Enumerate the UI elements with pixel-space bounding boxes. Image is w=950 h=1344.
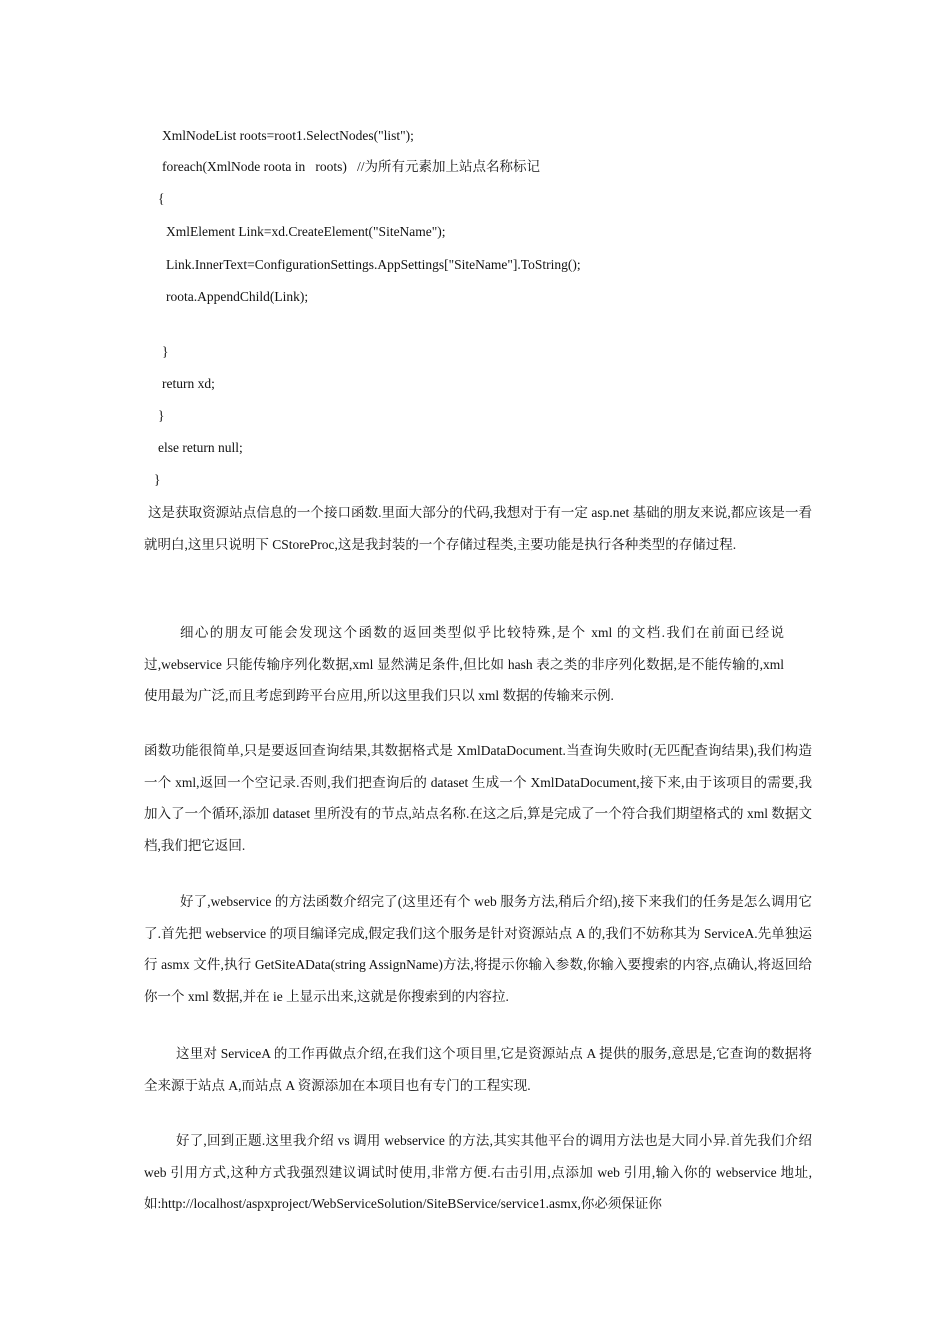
code-line: foreach(XmlNode roota in roots) //为所有元素加上站点名称标记 xyxy=(162,159,540,174)
code-line: else return null; xyxy=(158,440,243,455)
code-line: XmlElement Link=xd.CreateElement("SiteName"); xyxy=(166,224,446,239)
code-line: Link.InnerText=ConfigurationSettings.AppSettings["SiteName"].ToString(); xyxy=(166,257,581,272)
body-paragraph: 好了,webservice 的方法函数介绍完了(这里还有个 web 服务方法,稍后介绍),接下来我们的任务是怎么调用它了.首先把 webservice 的项目编译完成,假定我们这个服务是针对资源站点 A 的,我们不妨称其为 ServiceA.先单独运行 asmx 文件,执行 GetSiteAData(string AssignName)方法,将提示你输入参数,你输入要搜索的内容,点确认,将返回给你一个 xml 数据,并在 ie 上显示出来,这就是你搜索到的内容拉. xyxy=(144,894,812,1004)
code-line: { xyxy=(158,191,165,206)
body-paragraph: 这里对 ServiceA 的工作再做点介绍,在我们这个项目里,它是资源站点 A 提供的服务,意思是,它查询的数据将全来源于站点 A,而站点 A 资源添加在本项目也有专门的工程实现. xyxy=(144,1046,812,1093)
code-line: } xyxy=(158,408,165,423)
body-paragraph: 好了,回到正题.这里我介绍 vs 调用 webservice 的方法,其实其他平台的调用方法也是大同小异.首先我们介绍 web 引用方式,这种方式我强烈建议调试时使用,非常方便.右击引用,点添加 web 引用,输入你的 webservice 地址,如:http://localhost/aspxproject/WebServiceSolution/SiteBService/service1.asmx,你必须保证你 xyxy=(144,1133,812,1211)
code-line: XmlNodeList roots=root1.SelectNodes("list"); xyxy=(162,128,414,143)
code-line: return xd; xyxy=(162,376,215,391)
body-paragraph: 这是获取资源站点信息的一个接口函数.里面大部分的代码,我想对于有一定 asp.net 基础的朋友来说,都应该是一看就明白,这里只说明下 CStoreProc,这是我封装的一个存储过程类,主要功能是执行各种类型的存储过程. xyxy=(144,505,812,552)
code-line: } xyxy=(154,472,161,487)
code-line: roota.AppendChild(Link); xyxy=(166,289,309,304)
body-paragraph: 细心的朋友可能会发现这个函数的返回类型似乎比较特殊,是个 xml 的文档.我们在前面已经说过,webservice 只能传输序列化数据,xml 显然满足条件,但比如 hash 表之类的非序列化数据,是不能传输的,xml 使用最为广泛,而且考虑到跨平台应用,所以这里我们只以 xml 数据的传输来示例. xyxy=(144,625,784,703)
body-paragraph: 函数功能很简单,只是要返回查询结果,其数据格式是 XmlDataDocument.当查询失败时(无匹配查询结果),我们构造一个 xml,返回一个空记录.否则,我们把查询后的 dataset 生成一个 XmlDataDocument,接下来,由于该项目的需要,我加入了一个循环,添加 dataset 里所没有的节点,站点名称.在这之后,算是完成了一个符合我们期望格式的 xml 数据文档,我们把它返回. xyxy=(144,743,812,853)
code-line: } xyxy=(162,344,169,359)
